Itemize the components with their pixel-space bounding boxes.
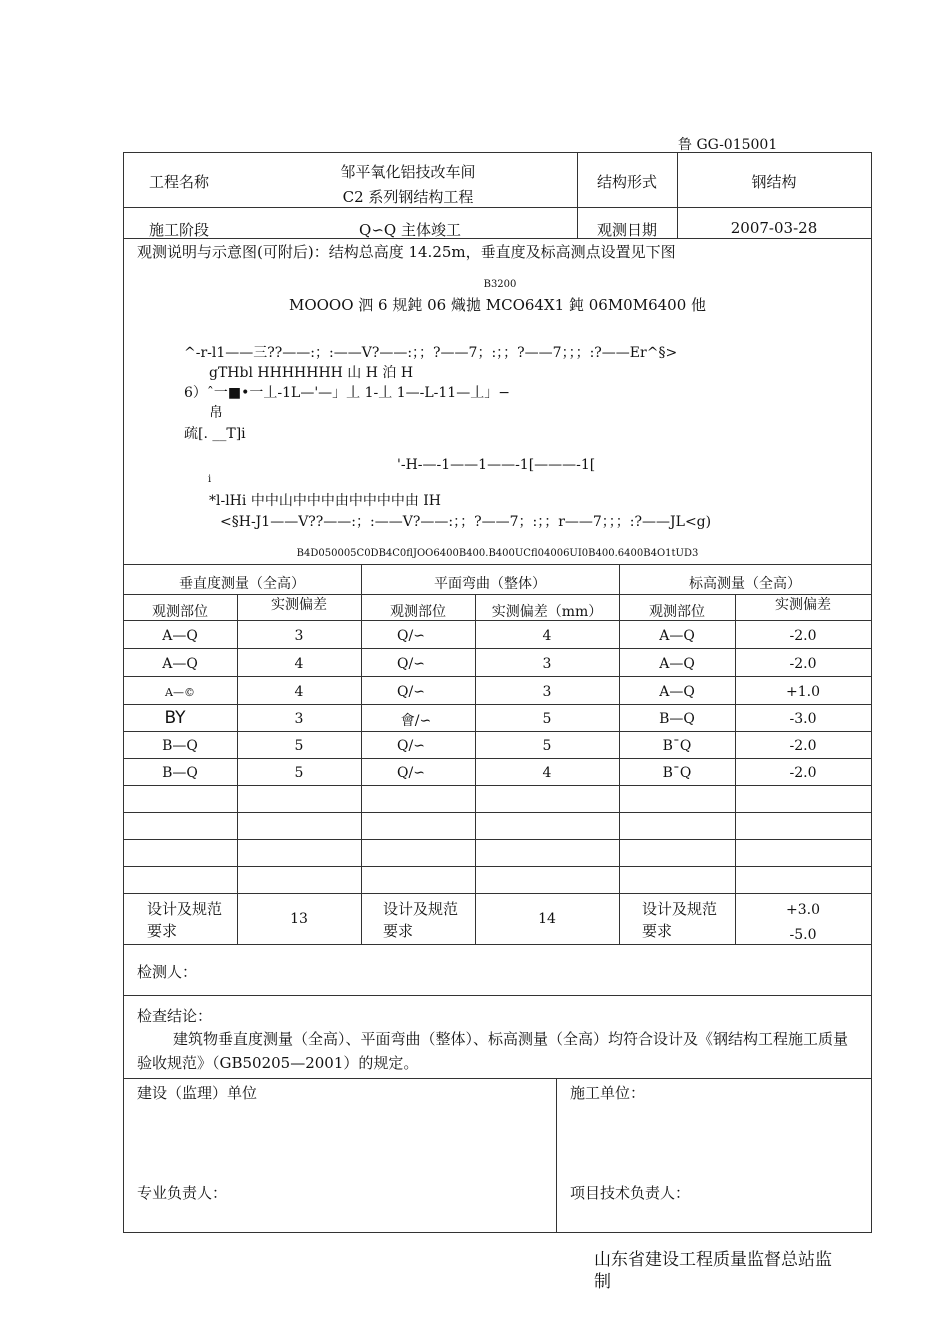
owner-person-label: 专业负责人： [137,1184,228,1202]
footer-line2: 制 [594,1272,611,1292]
diagram-line-2: MOOOO 泗 6 规鈍 06 熾拋 MCO64X1 鈍 06M0M6400 他 [288,296,707,314]
spec-label-bending-1: 设计及规范 [383,900,459,918]
table-cell: -2.0 [789,656,817,672]
table-cell: Q/∽ [397,765,425,781]
signature-vline [556,1078,557,1232]
table-cell: -2.0 [789,628,817,644]
spec-label-elevation-2: 要求 [642,922,673,940]
table-cell: Q/∽ [397,656,425,672]
table-cell: 3 [542,684,552,700]
table-cell: A—Q [162,656,198,672]
table-cell: 4 [294,684,304,700]
structure-type-label: 结构形式 [596,173,657,191]
description-text: 观测说明与示意图(可附后)：结构总高度 14.25m，垂直度及标高测点设置见下图 [137,243,676,261]
inspector-divider [123,995,872,996]
table-border-bottom [123,1232,872,1233]
table-cell: 5 [294,765,304,781]
table-cell: -2.0 [789,765,817,781]
table-cell: 4 [542,765,552,781]
sub-header-deviation-2: 实测偏差（mm） [491,604,603,620]
sub-header-location-3: 观测部位 [649,604,705,620]
table-cell: B—Q [659,711,695,727]
diagram-line-8: '-H-—-1——1——-1[———-1[ [397,457,596,473]
table-cell: -2.0 [789,738,817,754]
contractor-label: 施工单位： [570,1084,646,1102]
table-cell: B—Q [162,765,198,781]
row-line-2 [123,676,872,677]
table-border-top [123,152,872,153]
signature-divider [123,1078,872,1079]
row-line-1 [123,648,872,649]
table-cell: 3 [542,656,552,672]
table-cell: B—Q [162,738,198,754]
table-cell: BY [164,708,186,728]
sub-header-deviation-1: 实测偏差 [271,597,327,613]
table-cell: 3 [294,711,304,727]
table-border-right [871,152,872,1232]
row-line-8 [123,839,872,840]
stage-value: Q∽Q 主体竣工 [359,221,461,239]
project-name-label: 工程名称 [149,173,210,191]
spec-label-elevation-1: 设计及规范 [642,900,718,918]
table-cell: B¯Q [662,738,692,754]
diagram-line-10: *l-lHi 中中山中中中由中中中中由 IH [209,493,442,509]
group-vline-2 [619,564,620,944]
date-value: 2007-03-28 [730,219,818,237]
table-cell: A—Q [659,628,695,644]
project-name-line2: C2 系列钢结构工程 [342,188,474,206]
conclusion-text: 建筑物垂直度测量（全高）、平面弯曲（整体）、标高测量（全高）均符合设计及《钢结构工程施工质量验收规范》（GB50205—2001）的规定。 [137,1030,849,1072]
table-cell: A—Q [659,656,695,672]
row-line-3 [123,704,872,705]
group-header-vertical: 垂直度测量（全高） [179,576,305,592]
table-cell: 4 [294,656,304,672]
diagram-line-11: <§H-J1——V??——:；:——V?——:；；?——7；:；；r——7；；；:?——JL<g) [220,514,712,530]
row-line-9 [123,866,872,867]
table-top-line [123,564,872,565]
diagram-line-3: ^-r-l1——三??——:；:——V?——:；；?——7；:；；?——7；；；:?——Er^§> [184,345,678,361]
table-cell: A—© [165,686,195,699]
table-cell: B¯Q [662,765,692,781]
diagram-line-12: B4D050005C0DB4C0flJOO6400B400.B400UCfl04006UI0B400.6400B4O1tUD3 [296,548,699,559]
spec-label-bending-2: 要求 [383,922,414,940]
table-cell: 5 [542,738,552,754]
spec-label-vertical-1: 设计及规范 [147,900,223,918]
table-cell: Q/∽ [397,684,425,700]
diagram-line-9: i [208,474,212,485]
table-cell: Q/∽ [397,738,425,754]
table-cell: 3 [294,628,304,644]
table-cell: -3.0 [789,711,817,727]
table-cell: A—Q [162,628,198,644]
row-line-5 [123,758,872,759]
table-cell: 會/∽ [400,713,432,729]
row-line-4 [123,731,872,732]
spec-value-bending: 14 [538,911,556,927]
structure-type-value: 钢结构 [751,173,797,191]
diagram-line-1: B3200 [483,279,517,290]
contractor-person-label: 项目技术负责人： [570,1184,691,1202]
row-line-10 [123,893,872,894]
date-label: 观测日期 [596,221,657,239]
diagram-line-5: 6）ˆ一■•一丄-1L—'—」丄 1-丄 1—-L-11—丄」− [184,385,510,401]
row-line-7 [123,812,872,813]
group-header-elevation: 标高测量（全高） [689,576,801,592]
group-vline-1 [361,564,362,944]
sub-header-location-1: 观测部位 [152,604,208,620]
sub-header-deviation-3: 实测偏差 [775,597,831,613]
spec-value-vertical: 13 [290,911,308,927]
project-name-line1: 邹平氧化铝技改车间 [340,163,476,181]
table-cell: 5 [542,711,552,727]
spec-value-elevation-plus: +3.0 [786,902,820,918]
footer-line1: 山东省建设工程质量监督总站监 [594,1250,832,1270]
form-code: 鲁 GG-015001 [678,137,778,153]
diagram-line-7: 疏[. __T]i [184,426,246,442]
spec-label-vertical-2: 要求 [147,922,178,940]
spec-row-line [123,944,872,945]
header-divider-1 [123,207,872,208]
spec-value-elevation-minus: -5.0 [789,927,817,943]
table-cell: Q/∽ [397,628,425,644]
table-cell: 4 [542,628,552,644]
diagram-line-4: gTHbl HHHHHHH 山 H 泊 H [209,365,414,381]
sub-header-location-2: 观测部位 [390,604,446,620]
inspector-label: 检测人： [137,963,198,981]
diagram-line-6: 帛 [209,405,223,421]
conclusion-label: 检查结论： [137,1007,213,1025]
stage-label: 施工阶段 [149,221,210,239]
table-cell: +1.0 [786,684,820,700]
table-cell: 5 [294,738,304,754]
row-line-6 [123,785,872,786]
owner-label: 建设（监理）单位 [137,1084,258,1102]
table-cell: A—Q [659,684,695,700]
group-header-bending: 平面弯曲（整体） [434,576,546,592]
